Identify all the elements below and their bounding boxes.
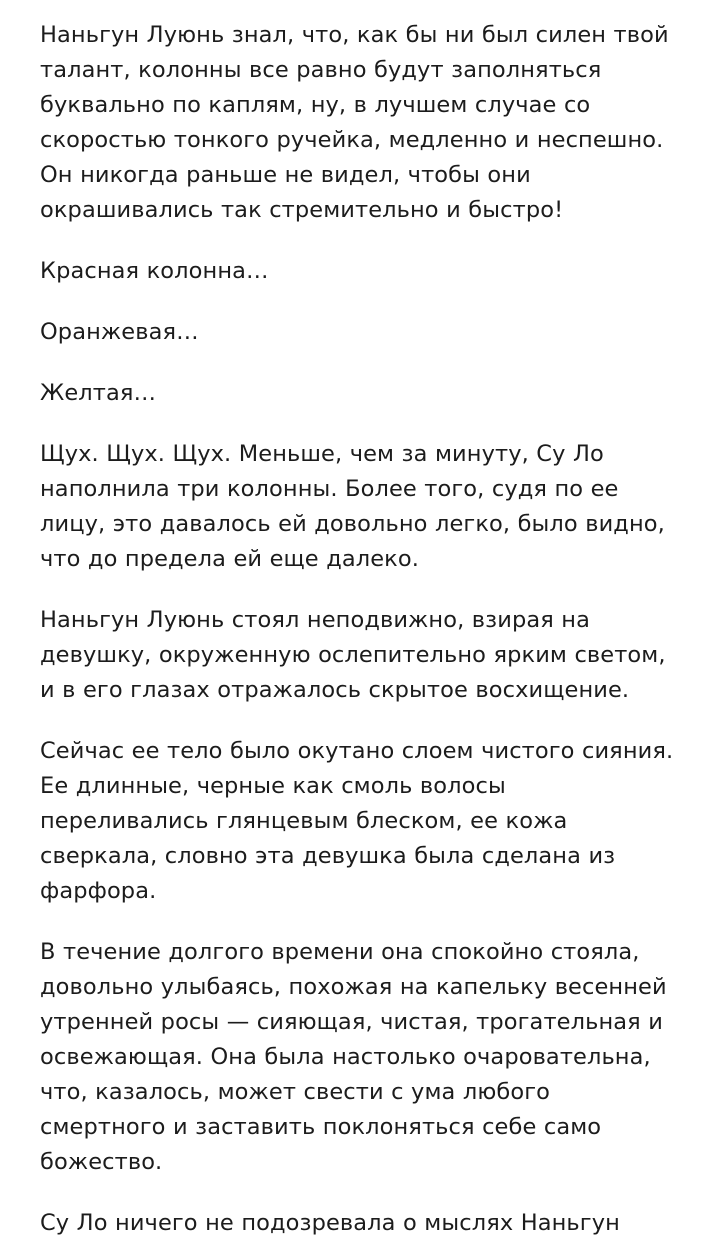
paragraph: Щух. Щух. Щух. Меньше, чем за минуту, Су Ло наполнила три колонны. Более того, судя по ее лицу, это давалось ей довольно легко, было видно, что до предела ей еще далеко. <box>40 441 665 572</box>
paragraph: Наньгун Луюнь знал, что, как бы ни был силен твой талант, колонны все равно будут заполняться буквально по каплям, ну, в лучшем случае со скоростью тонкого ручейка, медленно и неспешно. Он никогда раньше не видел, чтобы они окрашивались так стремительно и быстро! <box>40 22 669 223</box>
paragraph: Сейчас ее тело было окутано слоем чистого сияния. Ее длинные, черные как смоль волосы переливались глянцевым блеском, ее кожа сверкала, словно эта девушка была сделана из фарфора. <box>40 738 674 904</box>
paragraph: Желтая… <box>40 380 157 406</box>
paragraph: В течение долгого времени она спокойно стояла, довольно улыбаясь, похожая на капельку весенней утренней росы — сияющая, чистая, трогательная и освежающая. Она была настолько очаровательна, что, казалось, может свести с ума любого смертного и заставить поклоняться себе само божество. <box>40 939 667 1175</box>
paragraph: Наньгун Луюнь стоял неподвижно, взирая на девушку, окруженную ослепительно ярким светом, и в его глазах отражалось скрытое восхищение. <box>40 607 666 703</box>
paragraph: Красная колонна… <box>40 258 269 284</box>
paragraph-partial: Су Ло ничего не подозревала о мыслях Наньгун <box>40 1210 620 1236</box>
paragraph: Оранжевая… <box>40 319 199 345</box>
